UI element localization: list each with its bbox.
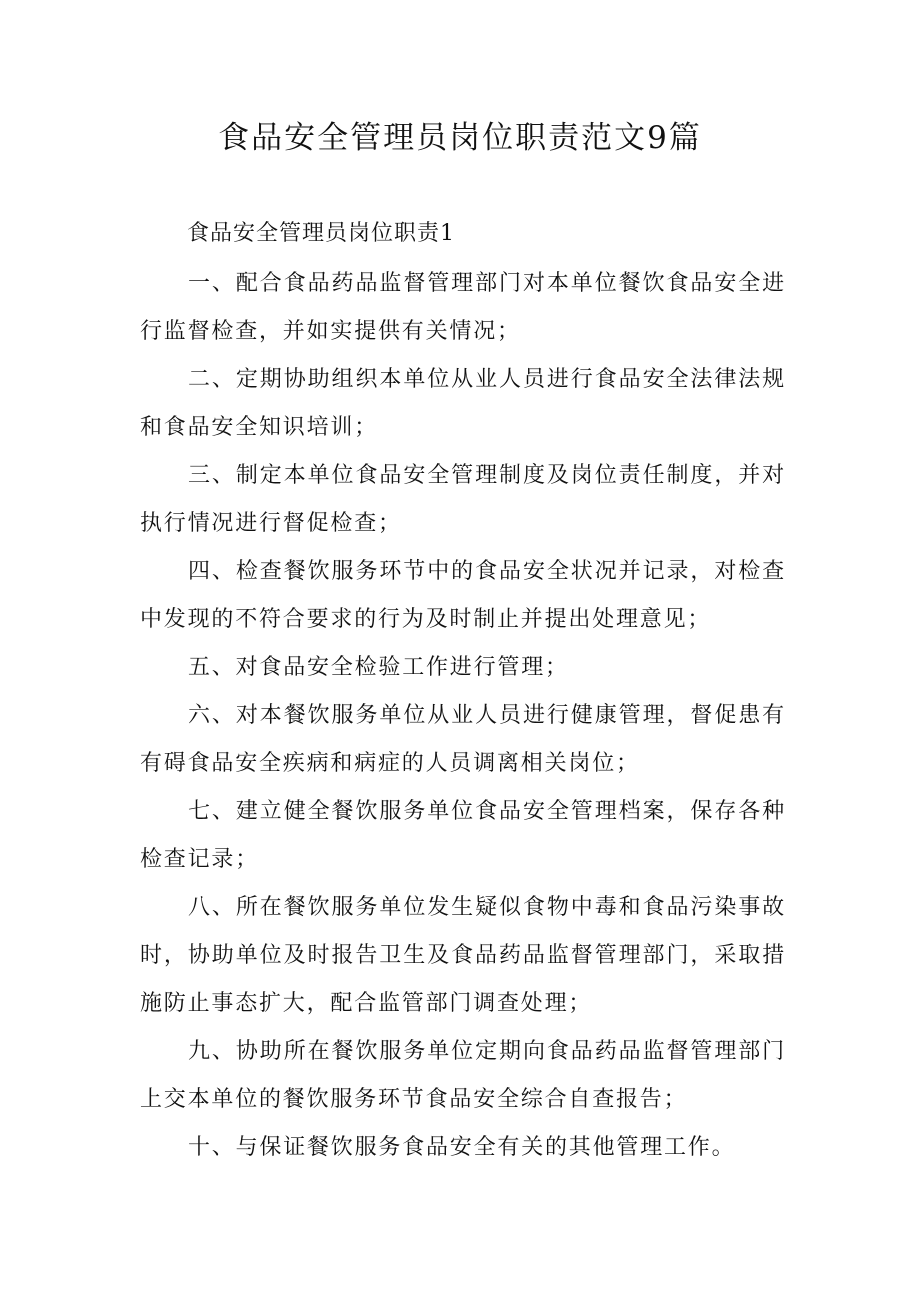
paragraph-9: 九、协助所在餐饮服务单位定期向食品药品监督管理部门上交本单位的餐饮服务环节食品安全综合自查报告； [140,1039,786,1112]
document-title: 食品安全管理员岗位职责范文9篇 [218,120,702,156]
paragraph-5: 五、对食品安全检验工作进行管理； [188,655,569,680]
paragraph-1: 一、配合食品药品监督管理部门对本单位餐饮食品安全进行监督检查，并如实提供有关情况； [140,271,786,344]
paragraph-4: 四、检查餐饮服务环节中的食品安全状况并记录，对检查中发现的不符合要求的行为及时制止并提出处理意见； [140,559,786,632]
paragraph-6: 六、对本餐饮服务单位从业人员进行健康管理，督促患有有碍食品安全疾病和病症的人员调离相关岗位； [140,703,786,776]
paragraph-8: 八、所在餐饮服务单位发生疑似食物中毒和食品污染事故时，协助单位及时报告卫生及食品药品监督管理部门，采取措施防止事态扩大，配合监管部门调查处理； [140,895,786,1016]
document-body [140,260,786,1172]
paragraph-3: 三、制定本单位食品安全管理制度及岗位责任制度，并对执行情况进行督促检查； [140,463,786,536]
paragraph-2: 二、定期协助组织本单位从业人员进行食品安全法律法规和食品安全知识培训； [140,367,786,440]
paragraph-7: 七、建立健全餐饮服务单位食品安全管理档案，保存各种检查记录； [140,799,786,872]
section-heading: 食品安全管理员岗位职责1 [187,221,455,246]
paragraph-10: 十、与保证餐饮服务食品安全有关的其他管理工作。 [188,1135,736,1160]
